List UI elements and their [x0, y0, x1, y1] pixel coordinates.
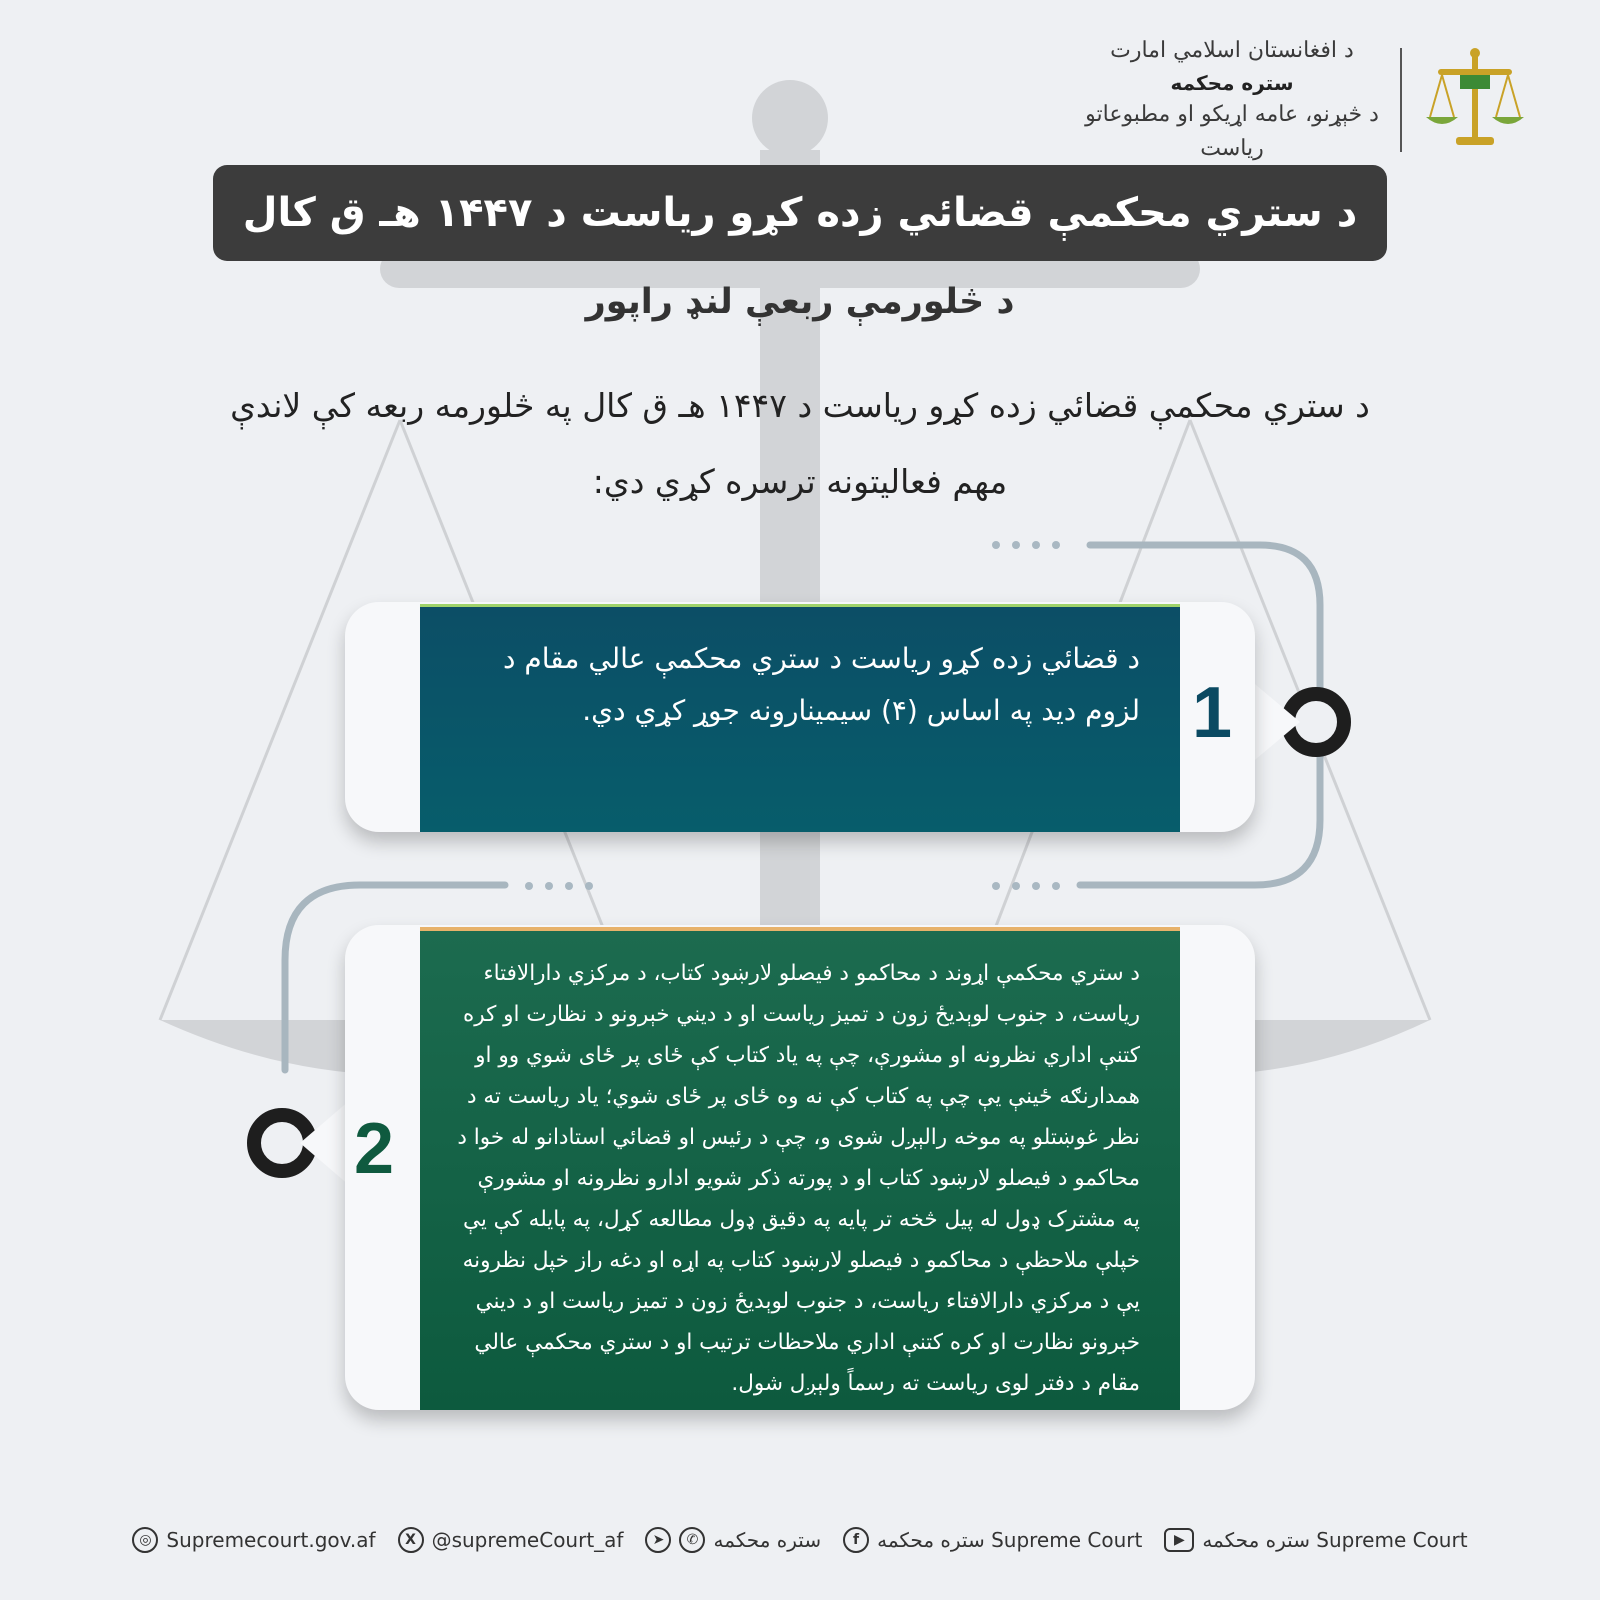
page-subtitle: د څلورمې ربعې لنډ راپور [585, 282, 1015, 322]
footer-messaging[interactable] [645, 1527, 821, 1553]
footer-youtube-label: ستره محکمه Supreme Court [1202, 1528, 1468, 1552]
facebook-icon: f [843, 1527, 869, 1553]
step-number-2: 2 [354, 1109, 395, 1189]
footer-youtube[interactable] [1164, 1528, 1467, 1552]
dots-mid-left [525, 882, 593, 890]
step-number-1: 1 [1192, 673, 1233, 753]
telegram-icon: ➤ [645, 1527, 671, 1553]
footer-social-links [0, 1518, 1600, 1562]
logo-divider [1400, 48, 1402, 152]
dots-mid-right [992, 882, 1060, 890]
x-icon: X [398, 1527, 424, 1553]
footer-facebook-label: ستره محکمه Supreme Court [877, 1528, 1143, 1552]
logo-line-department: د څېړنو، عامه اړیکو او مطبوعاتو ریاست [1085, 102, 1379, 161]
activity-card-2-text: د ستري محکمې اړوند د محاکمو د فیصلو لارښود کتاب، د مرکزي دارالافتاء ریاست، د جنوب لوېدیځ زون د تمیز ریاست او د دیني خېرونو د نظارت او کره کتنې اداري نظرونه او مشورې، چې په یاد کتاب کې ځای پر ځای شوي وو او همدارنګه ځینې یې چې په کتاب کې نه وه ځای پر ځای شوي؛ یاد ریاست ته د نظر غوښتلو په موخه رالېږل شوی و، چې د رئیس او قضائي استادانو له خوا د محاکمو د فیصلو لارښود کتاب او د پورته ذکر شویو ادارو نظرونه او مشورې په مشترک ډول له پیل څخه تر پایه په دقیق ډول مطالعه کړل، په پایله کې یې خپلې ملاحظې د محاکمو د فیصلو لارښود کتاب په اړه او دغه راز خپل نظرونه یې د مرکزي دارالافتاء ریاست، د جنوب لوېدیځ زون د تمیز ریاست او د دیني خېرونو نظارت او کره کتنې اداري ملاحظات ترتیب او د ستري محکمې عالي مقام د دفتر لوی ریاست ته رسماً ولېږل شول. [420, 927, 1180, 1410]
whatsapp-icon: ✆ [679, 1527, 705, 1553]
footer-x-label: @supremeCourt_af [431, 1528, 624, 1552]
activity-card-1-text: د قضائي زده کړو ریاست د ستري محکمې عالي مقام د لزوم دید په اساس (۴) سیمینارونه جوړ کړي دي. [420, 604, 1180, 832]
footer-messaging-label: ستره محکمه [713, 1528, 822, 1552]
intro-text: د ستري محکمې قضائي زده کړو ریاست د ۱۴۴۷ هـ ق کال په څلورمه ربعه کې لاندې مهم فعالیتونه ترسره کړي دي: [230, 386, 1370, 501]
footer-facebook[interactable] [843, 1527, 1142, 1553]
logo-text [1082, 34, 1382, 166]
globe-icon: ◎ [132, 1527, 158, 1553]
title-bar [213, 165, 1387, 261]
header-logo [1082, 34, 1530, 166]
scales-of-justice-icon [1420, 45, 1530, 155]
footer-website[interactable] [132, 1527, 375, 1553]
youtube-icon: ▶ [1164, 1528, 1194, 1552]
footer-website-label: Supremecourt.gov.af [166, 1528, 376, 1552]
dots-top [992, 541, 1060, 549]
page-title: د ستري محکمې قضائي زده کړو ریاست د ۱۴۴۷ هـ ق کال [242, 190, 1358, 236]
logo-line-court: ستره محکمه [1170, 71, 1294, 95]
footer-x[interactable] [398, 1527, 624, 1553]
logo-line-emirate: د افغانستان اسلامي امارت [1110, 38, 1354, 63]
